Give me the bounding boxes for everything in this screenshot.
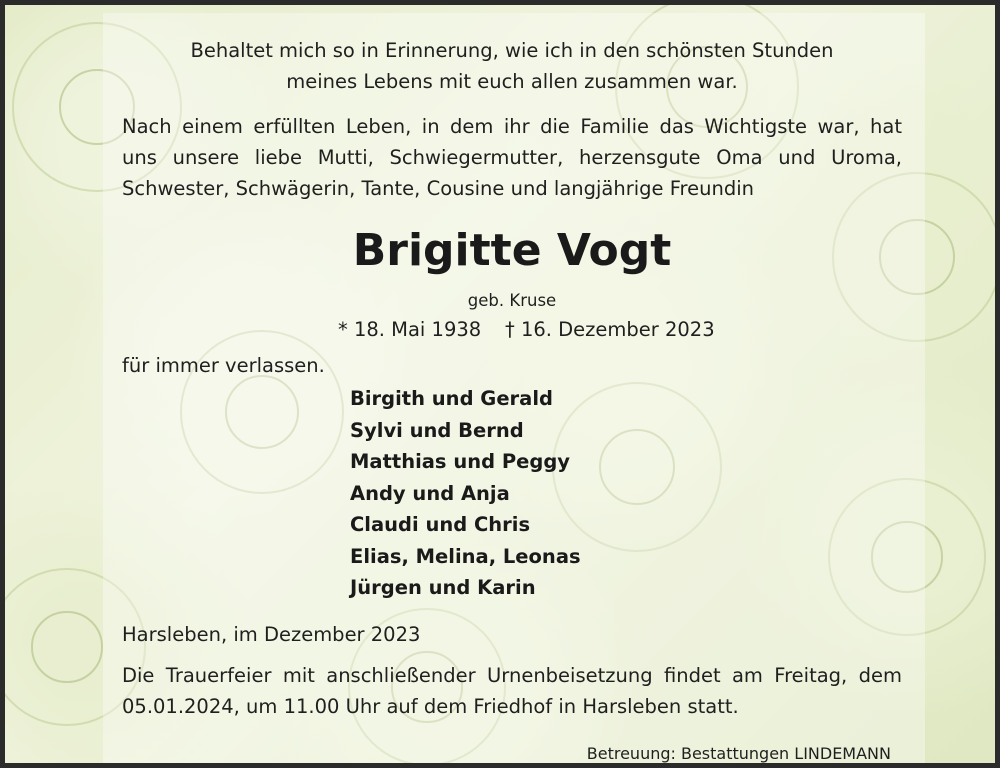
mourner-entry: Elias, Melina, Leonas: [350, 544, 581, 568]
motto-line-1: Behaltet mich so in Erinnerung, wie ich in den schönsten Stunden: [190, 39, 834, 62]
death-date: † 16. Dezember 2023: [505, 318, 715, 341]
funeral-home-credit: Betreuung: Bestattungen LINDEMANN: [586, 744, 891, 763]
funeral-line-1: Die Trauerfeier mit anschließender Urnenbeisetzung findet am Freitag, dem: [122, 664, 902, 687]
closing-text: für immer verlassen.: [122, 354, 325, 377]
maiden-name: geb. Kruse: [467, 291, 557, 310]
funeral-line-2: 05.01.2024, um 11.00 Uhr auf dem Friedhof in Harsleben statt.: [122, 695, 739, 718]
funeral-info: [122, 660, 902, 722]
mourner-entry: Jürgen und Karin: [350, 576, 536, 599]
mourner-entry: Matthias und Peggy: [350, 450, 570, 473]
intro-line-2: uns unsere liebe Mutti, Schwiegermutter, herzensgute Oma und Uroma,: [122, 146, 902, 169]
mourners-list: [350, 383, 581, 604]
intro-line-1: Nach einem erfüllten Leben, in dem ihr die Familie das Wichtigste war, hat: [122, 115, 902, 138]
mourner-entry: Birgith und Gerald: [350, 387, 553, 410]
mourner-entry: Claudi und Chris: [350, 513, 531, 536]
birth-date: * 18. Mai 1938: [338, 318, 482, 341]
intro-text: [122, 111, 902, 204]
place-date: Harsleben, im Dezember 2023: [122, 623, 421, 646]
mourner-entry: Andy und Anja: [350, 481, 510, 505]
intro-line-3: Schwester, Schwägerin, Tante, Cousine und langjährige Freundin: [122, 177, 754, 200]
mourner-entry: Sylvi und Bernd: [350, 418, 524, 442]
motto-line-2: meines Lebens mit euch allen zusammen war.: [286, 70, 738, 93]
deceased-name: Brigitte Vogt: [352, 225, 672, 276]
